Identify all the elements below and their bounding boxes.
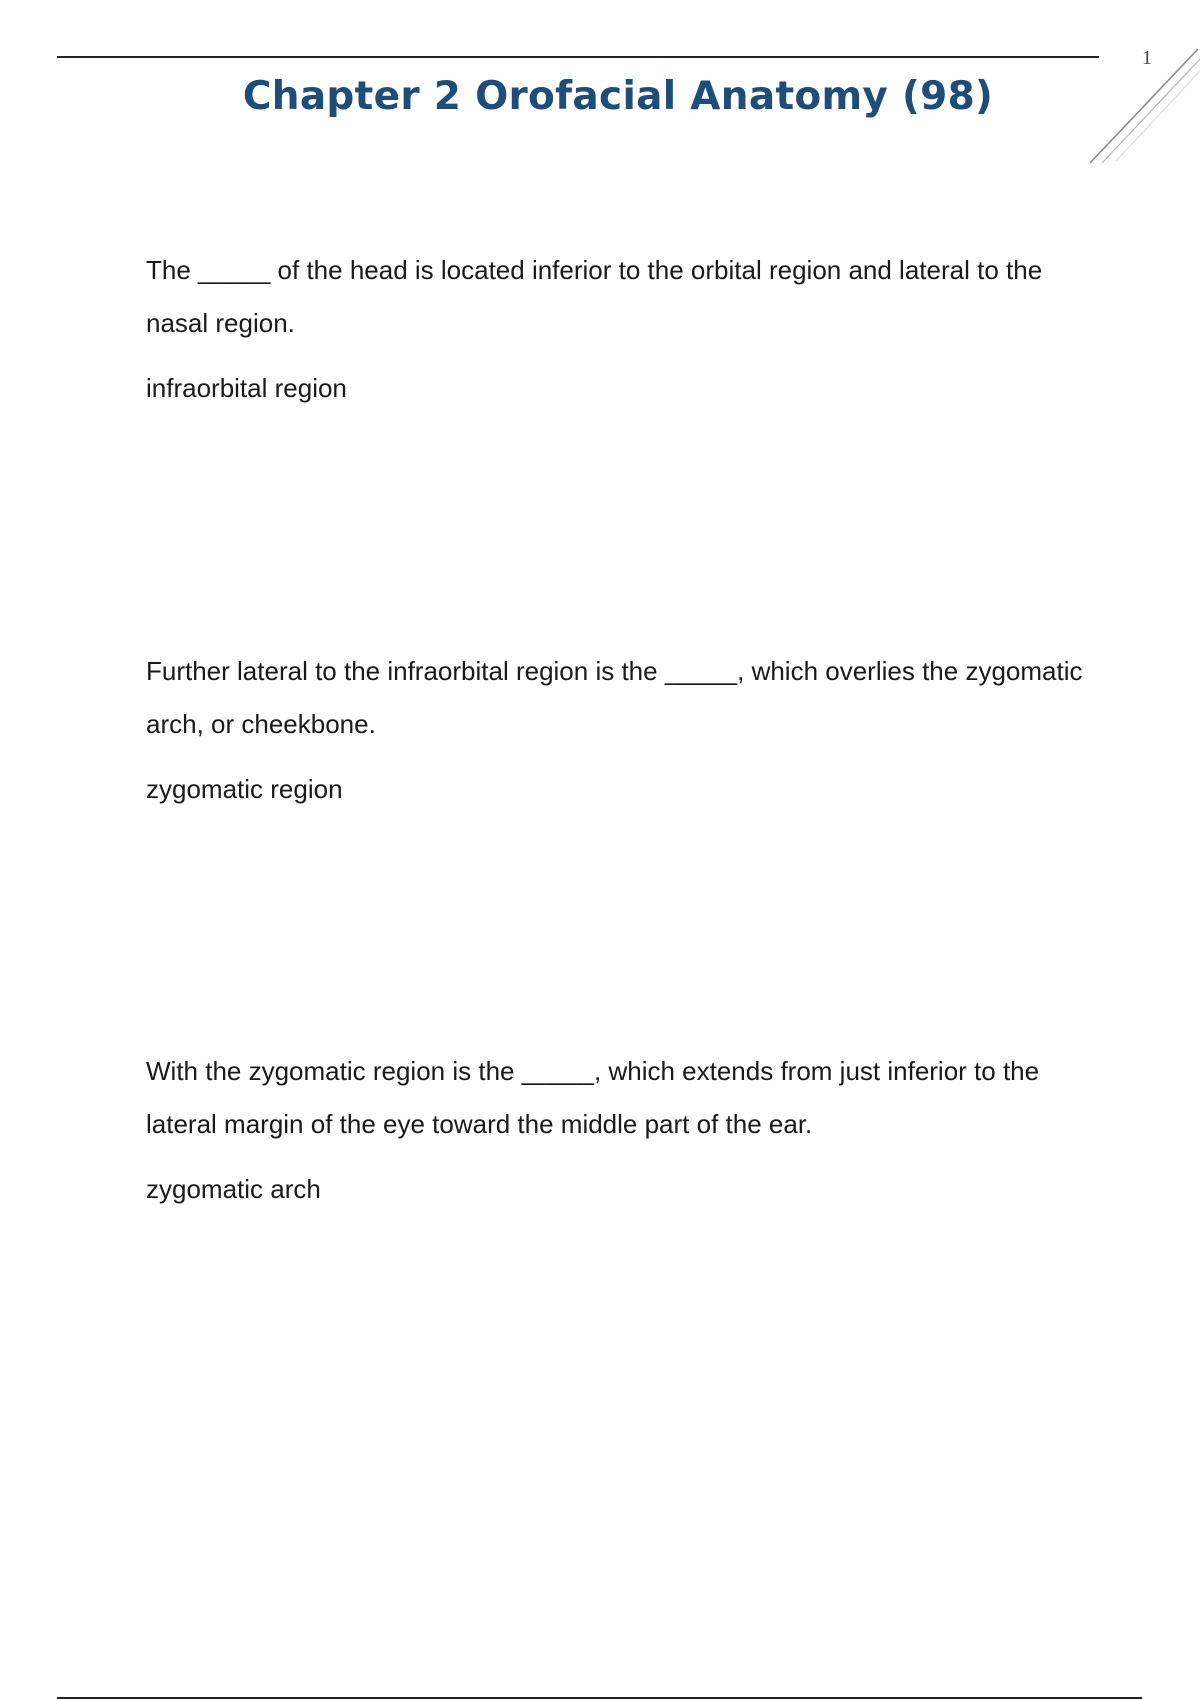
flashcard-answer: zygomatic region: [146, 774, 343, 804]
flashcard-question: The _____ of the head is located inferior to the orbital region and lateral to the nasal region.: [146, 255, 1043, 338]
flashcard-answer: zygomatic arch: [146, 1174, 321, 1204]
flashcard: [146, 1045, 1086, 1216]
flashcard: [146, 244, 1086, 415]
flashcard-question: Further lateral to the infraorbital region is the _____, which overlies the zygomatic arch, or cheekbone.: [146, 656, 1083, 739]
flashcard-answer: infraorbital region: [146, 373, 347, 403]
page-title: Chapter 2 Orofacial Anatomy (98): [242, 74, 994, 119]
flashcard: [146, 645, 1086, 816]
page-number: 1: [1142, 47, 1152, 69]
header-rule: [57, 56, 1099, 58]
flashcard-question: With the zygomatic region is the _____, which extends from just inferior to the lateral margin of the eye toward the middle part of the ear.: [146, 1056, 1040, 1139]
footer-rule: [57, 1697, 1142, 1699]
